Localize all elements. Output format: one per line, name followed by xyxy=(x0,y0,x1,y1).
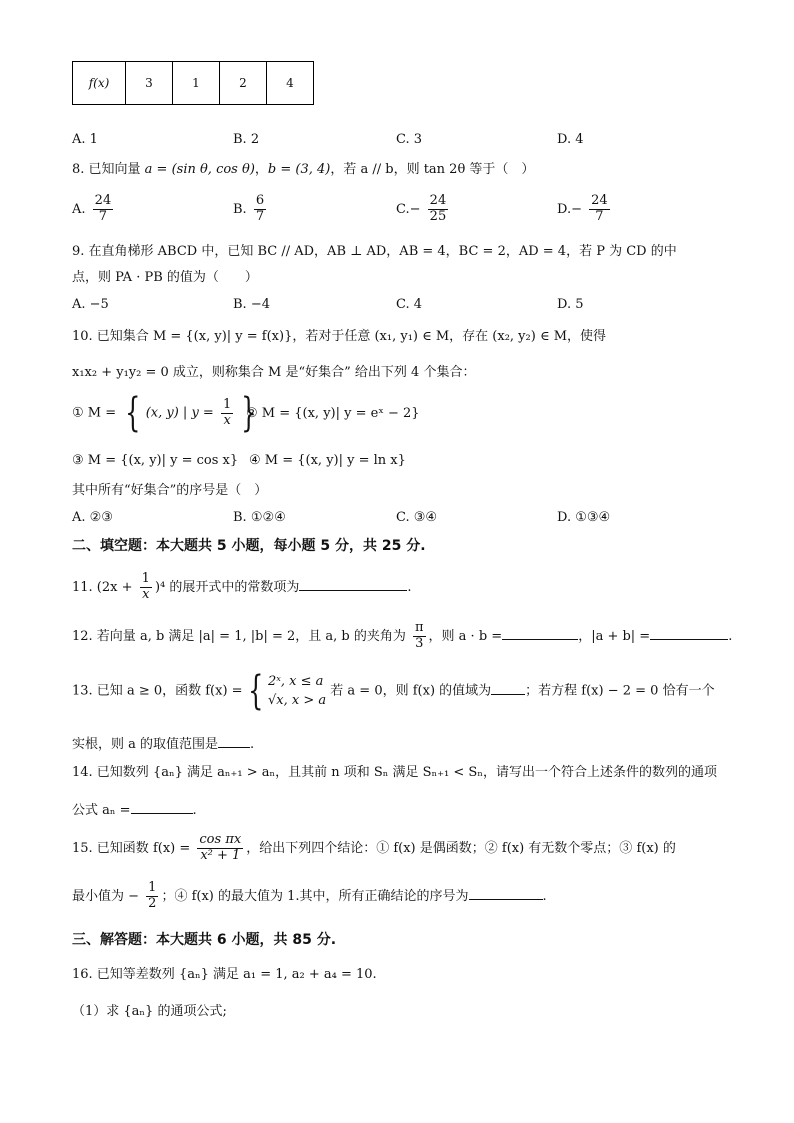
q8-option-a: A. $\frac{24}{7}$ xyxy=(72,193,112,224)
q8-vector-b: b = (3, 4) xyxy=(267,162,331,177)
table-cell: 3 xyxy=(126,62,173,105)
answer-blank[interactable] xyxy=(502,627,578,640)
q14-stem-line1: 14. 已知数列 {aₙ} 满足 aₙ₊₁ > aₙ，且其前 n 项和 Sₙ 满足 Sₙ₊₁ < Sₙ，请写出一个符合上述条件的数列的通项 xyxy=(72,765,717,780)
q8-stem-prefix: 8. 已知向量 xyxy=(72,162,145,177)
q13-stem-line1: 13. 已知 a ≥ 0，函数 f(x) = { 2ˣ, x ≤ a √x, x > a 若 a = 0，则 f(x) 的值域为 ；若方程 f(x) − 2 = 0 恰有一个 xyxy=(72,668,715,714)
q15-stem-line2: 最小值为 − $\frac{1}{2}$ ；④ f(x) 的最大值为 1.其中，所有正确结论的序号为 . xyxy=(72,880,547,911)
fraction: $\frac{\pi}{3}$ xyxy=(415,620,424,651)
left-brace-icon: { xyxy=(247,668,263,714)
q15-stem-line1: 15. 已知函数 f(x) = $\frac{\text{cos πx}}{\text{x² + 1}}$ ，给出下列四个结论：① f(x) 是偶函数；② f(x) 有无数个零点；③ f(x) 的 xyxy=(72,832,676,863)
answer-blank[interactable] xyxy=(131,801,193,814)
q10-option-c: C. ③④ xyxy=(396,510,438,525)
q9-option-a: A. −5 xyxy=(72,297,109,312)
q9-stem-line2: 点，则 PA · PB 的值为（ ） xyxy=(72,270,258,285)
answer-blank[interactable] xyxy=(218,735,250,748)
q9-option-d: D. 5 xyxy=(557,297,584,312)
q12-stem: 12. 若向量 a, b 满足 |a| = 1, |b| = 2，且 a, b 的夹角为 $\frac{\pi}{3}$ ，则 a · b = ，|a + b| = . xyxy=(72,620,733,651)
q9-option-c: C. 4 xyxy=(396,297,423,312)
fraction: $\frac{1}{x}$ xyxy=(141,571,150,602)
q9-stem-line1: 9. 在直角梯形 ABCD 中，已知 BC // AD，AB ⊥ AD，AB = 4，BC = 2，AD = 4，若 P 为 CD 的中 xyxy=(72,244,677,259)
answer-blank[interactable] xyxy=(491,682,525,695)
q13-stem-line2: 实根，则 a 的取值范围是 . xyxy=(72,737,255,752)
q16-stem: 16. 已知等差数列 {aₙ} 满足 a₁ = 1, a₂ + a₄ = 10. xyxy=(72,967,377,982)
q10-stem-line2: x₁x₂ + y₁y₂ = 0 成立，则称集合 M 是“好集合” 给出下列 4 个集合： xyxy=(72,365,476,380)
q16-subquestion-1: （1）求 {aₙ} 的通项公式; xyxy=(72,1004,227,1019)
q9-option-b: B. −4 xyxy=(233,297,270,312)
table-label-cell: f(x) xyxy=(73,62,126,105)
q8-vector-a: a = (sin θ, cos θ) xyxy=(144,162,255,177)
q10-stem-line1: 10. 已知集合 M = {(x, y)| y = f(x)}，若对于任意 (x₁, y₁) ∈ M，存在 (x₂, y₂) ∈ M，使得 xyxy=(72,329,607,344)
q10-option-d: D. ①③④ xyxy=(557,510,611,525)
q10-option-b: B. ①②④ xyxy=(233,510,286,525)
left-brace-icon: { xyxy=(125,390,141,436)
q10-set-1: ① M = { (x, y) | y = $\frac{1}{x}$ } xyxy=(72,390,257,436)
fraction: $\frac{24}{7}$ xyxy=(591,193,608,224)
fraction: $\frac{\text{cos πx}}{\text{x² + 1}}$ xyxy=(199,832,242,863)
q8-option-c: C.− $\frac{24}{25}$ xyxy=(396,193,447,224)
fraction: $\frac{1}{2}$ xyxy=(148,880,157,911)
fraction: $\frac{24}{25}$ xyxy=(429,193,447,224)
fraction: $\frac{24}{7}$ xyxy=(94,193,112,224)
table-cell: 2 xyxy=(220,62,267,105)
function-value-table xyxy=(72,61,314,105)
q8-condition: ，若 a // b，则 tan 2θ 等于（ ） xyxy=(330,162,535,177)
q7-option-d: D. 4 xyxy=(557,132,584,147)
q10-set-3: ③ M = {(x, y)| y = cos x} xyxy=(72,453,239,468)
section-heading-fill-in: 二、填空题：本大题共 5 小题，每小题 5 分，共 25 分. xyxy=(72,538,426,554)
q7-option-b: B. 2 xyxy=(233,132,260,147)
q7-option-a: A. 1 xyxy=(72,132,98,147)
answer-blank[interactable] xyxy=(299,578,407,591)
q10-option-a: A. ②③ xyxy=(72,510,113,525)
q10-set-4: ④ M = {(x, y)| y = ln x} xyxy=(249,453,406,468)
answer-blank[interactable] xyxy=(469,887,543,900)
q11-stem: 11. (2x + $\frac{1}{x}$ )⁴ 的展开式中的常数项为 . xyxy=(72,571,412,602)
fraction: $\frac{6}{7}$ xyxy=(255,193,265,224)
q8-stem: 8. 已知向量 a = (sin θ, cos θ)，b = (3, 4)，若 a // b，则 tan 2θ 等于（ ） xyxy=(72,162,535,177)
q8-option-b: B. $\frac{6}{7}$ xyxy=(233,193,265,224)
right-brace-icon: } xyxy=(241,390,257,436)
q8-option-d: D.− $\frac{24}{7}$ xyxy=(557,193,608,224)
table-cell: 4 xyxy=(267,62,314,105)
fraction: $\frac{1}{x}$ xyxy=(222,396,232,428)
q10-set-2: ② M = {(x, y)| y = eˣ − 2} xyxy=(246,406,420,421)
answer-blank[interactable] xyxy=(650,627,728,640)
table-cell: 1 xyxy=(173,62,220,105)
q10-question: 其中所有“好集合”的序号是（ ） xyxy=(72,483,268,498)
piecewise-cases: 2ˣ, x ≤ a √x, x > a xyxy=(268,673,327,708)
section-heading-solutions: 三、解答题：本大题共 6 小题，共 85 分. xyxy=(72,932,337,948)
q7-option-c: C. 3 xyxy=(396,132,423,147)
q14-stem-line2: 公式 aₙ = . xyxy=(72,803,197,818)
